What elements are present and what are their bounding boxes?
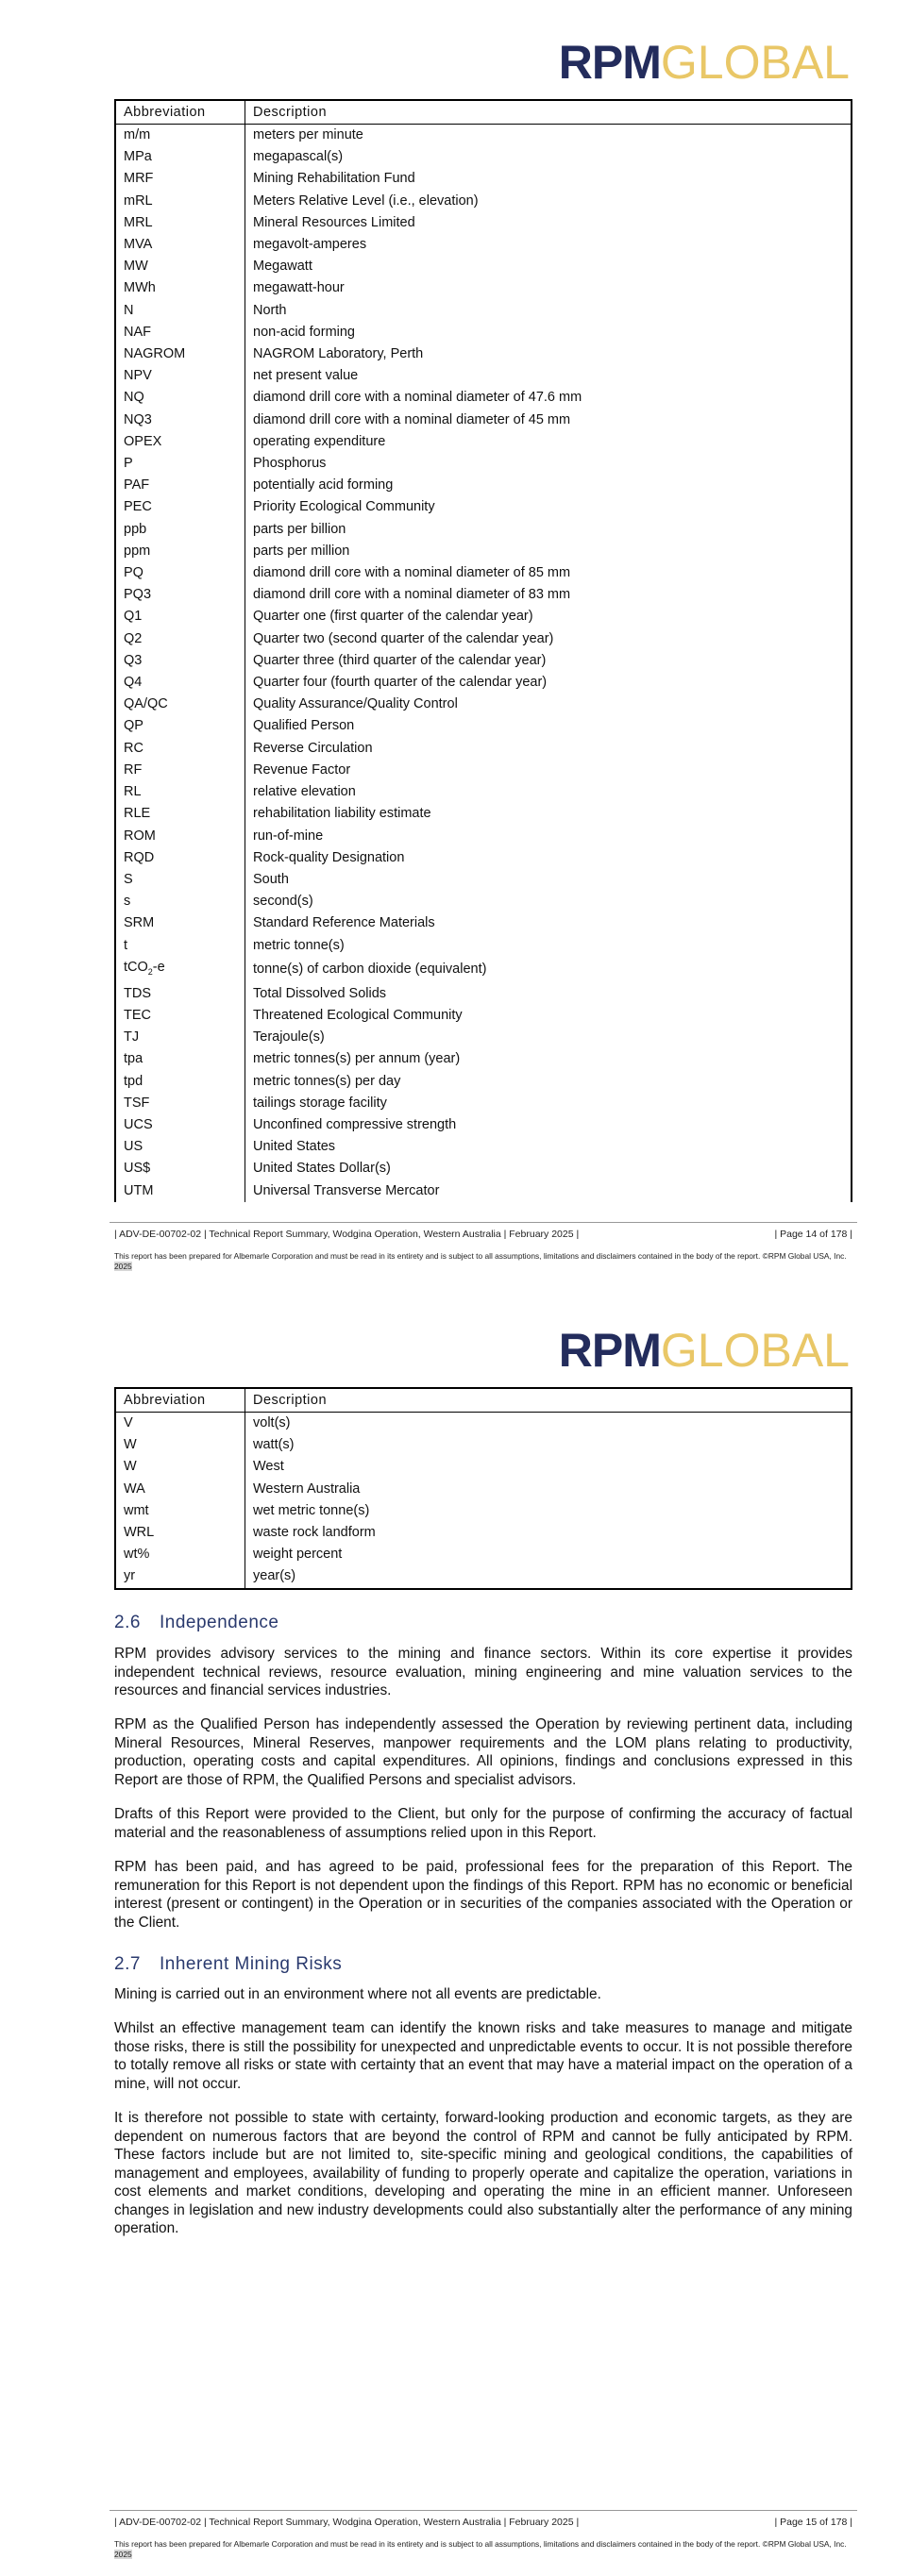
abbreviation-cell: RLE — [115, 803, 245, 825]
table-row — [115, 1048, 852, 1070]
description-cell: South — [253, 871, 289, 887]
description-cell: run-of-mine — [253, 828, 324, 844]
table-row — [115, 496, 852, 518]
page-number: | Page 14 of 178 | — [774, 1229, 852, 1240]
page-number: | Page 15 of 178 | — [774, 2517, 852, 2528]
abbreviation-cell: wmt — [115, 1500, 245, 1522]
rpm-global-logo — [559, 38, 850, 87]
abbreviation-cell: UCS — [115, 1114, 245, 1136]
abbreviations-table-body — [115, 1413, 852, 1589]
abbreviation-cell: RC — [115, 738, 245, 760]
description-cell: waste rock landform — [253, 1525, 376, 1541]
table-row — [115, 1434, 852, 1456]
table-row — [115, 300, 852, 322]
table-row — [115, 1500, 852, 1522]
abbreviation-cell: RQD — [115, 847, 245, 869]
table-row — [115, 256, 852, 277]
description-cell: meters per minute — [253, 127, 363, 142]
abbreviation-cell: WRL — [115, 1522, 245, 1544]
table-row — [115, 847, 852, 869]
table-row — [115, 343, 852, 365]
paragraph: Whilst an effective management team can identify the known risks and take measures to manage and mitigate those risks, there is still the possibility for unexpected and unpredictable events to occur. It is not possible therefore to totally remove all risks or state with certainty that an event that may have a material impact on the operation of a mine, will not occur. — [114, 2020, 852, 2092]
table-row — [115, 1413, 852, 1435]
description-cell: Unconfined compressive strength — [253, 1117, 457, 1133]
description-cell: tonne(s) of carbon dioxide (equivalent) — [253, 962, 487, 978]
table-row — [115, 1565, 852, 1588]
paragraph: RPM provides advisory services to the mining and finance sectors. Within its core expertise it provides independent technical reviews, resource evaluation, mining engineering and mine valuation services to the resources and financial services industries. — [114, 1646, 852, 1698]
abbreviation-cell: PAF — [115, 475, 245, 496]
abbreviation-cell: S — [115, 869, 245, 891]
description-cell: Total Dissolved Solids — [253, 985, 387, 1001]
abbreviation-cell: Q2 — [115, 628, 245, 650]
footer-divider — [110, 1222, 857, 1223]
description-cell: Mining Rehabilitation Fund — [253, 171, 415, 187]
abbreviation-cell: PQ — [115, 562, 245, 584]
table-row — [115, 1522, 852, 1544]
description-header: Description — [245, 1388, 852, 1413]
table-row — [115, 1136, 852, 1158]
abbreviation-cell: SRM — [115, 912, 245, 934]
footer-divider — [110, 2510, 857, 2511]
table-row — [115, 1005, 852, 1027]
table-row — [115, 475, 852, 496]
table-row — [115, 1071, 852, 1093]
abbreviations-table-body — [115, 125, 852, 1202]
table-row — [115, 715, 852, 737]
table-row — [115, 1479, 852, 1500]
description-cell: Quality Assurance/Quality Control — [253, 696, 458, 712]
description-cell: Meters Relative Level (i.e., elevation) — [253, 192, 479, 209]
table-row — [115, 694, 852, 715]
description-cell: rehabilitation liability estimate — [253, 806, 431, 822]
paragraph: RPM has been paid, and has agreed to be paid, professional fees for the preparation of this Report. The remuneration for this Report is not dependent upon the findings of this Report. RPM has no economic or beneficial interest (present or contingent) in the Operation or in securities of the companies associated with the Operation or the Client. — [114, 1859, 852, 1931]
abbreviation-cell: NQ3 — [115, 410, 245, 431]
footer-disclaimer — [114, 1251, 852, 1271]
table-row — [115, 650, 852, 672]
table-row — [115, 1456, 852, 1478]
table-row — [115, 957, 852, 983]
table-row — [115, 1544, 852, 1565]
abbreviation-cell: NPV — [115, 365, 245, 387]
abbreviation-cell: tpa — [115, 1048, 245, 1070]
abbreviation-cell: mRL — [115, 191, 245, 212]
description-cell: Quarter four (fourth quarter of the calendar year) — [253, 675, 548, 691]
abbreviation-cell: wt% — [115, 1544, 245, 1565]
description-cell: potentially acid forming — [253, 477, 394, 493]
section-number: 2.6 — [114, 1613, 141, 1632]
table-row — [115, 234, 852, 256]
abbreviation-cell: NQ — [115, 387, 245, 409]
description-cell: parts per million — [253, 543, 350, 559]
description-cell: Revenue Factor — [253, 761, 351, 778]
logo-rpm: RPM — [558, 36, 661, 89]
abbreviation-cell: MWh — [115, 277, 245, 299]
table-row — [115, 453, 852, 475]
abbreviation-cell: NAF — [115, 322, 245, 343]
footer-document-info: | ADV-DE-00702-02 | Technical Report Summary, Wodgina Operation, Western Australia | February 2025 | — [114, 2517, 580, 2528]
table-row — [115, 387, 852, 409]
table-header-row — [115, 100, 852, 125]
section-title: Independence — [160, 1613, 279, 1632]
abbreviation-cell: MVA — [115, 234, 245, 256]
logo-global: GLOBAL — [660, 1324, 850, 1377]
table-row — [115, 212, 852, 234]
table-row — [115, 1180, 852, 1202]
table-row — [115, 1093, 852, 1114]
table-row — [115, 891, 852, 912]
description-cell: Mineral Resources Limited — [253, 214, 415, 230]
section-title: Inherent Mining Risks — [160, 1954, 343, 1974]
abbreviation-cell: US$ — [115, 1158, 245, 1179]
description-cell: Universal Transverse Mercator — [253, 1182, 440, 1198]
description-header: Description — [245, 100, 852, 125]
section-number: 2.7 — [114, 1954, 141, 1974]
description-cell: net present value — [253, 368, 359, 384]
copyright-year: 2025 — [114, 2549, 132, 2559]
abbreviation-cell: TDS — [115, 983, 245, 1005]
abbreviation-header: Abbreviation — [115, 1388, 245, 1413]
description-cell: non-acid forming — [253, 324, 355, 340]
disclaimer-text: This report has been prepared for Albemarle Corporation and must be read in its entirety and is subject to all assumptions, limitations and disclaimers contained in the body of the report. ©RPM Global USA, Inc. — [114, 1251, 847, 1261]
abbreviation-cell: NAGROM — [115, 343, 245, 365]
table-row — [115, 803, 852, 825]
table-row — [115, 1158, 852, 1179]
abbreviation-cell: QP — [115, 715, 245, 737]
abbreviation-cell: tpd — [115, 1071, 245, 1093]
description-cell: weight percent — [253, 1547, 343, 1563]
description-cell: second(s) — [253, 894, 313, 910]
description-cell: diamond drill core with a nominal diameter of 45 mm — [253, 411, 571, 427]
description-cell: megavolt-amperes — [253, 237, 367, 253]
table-header-row — [115, 1388, 852, 1413]
description-cell: Standard Reference Materials — [253, 915, 435, 931]
paragraph: RPM as the Qualified Person has independently assessed the Operation by reviewing pertinent data, including Mineral Resources, Mineral Reserves, manpower requirements and the LOM plans relating to productivity, production, operating costs and capital expenditures. All opinions, findings and conclusions expressed in this Report are those of RPM, the Qualified Persons and specialist advisors. — [114, 1716, 852, 1788]
table-row — [115, 125, 852, 147]
description-cell: metric tonne(s) — [253, 937, 345, 953]
description-cell: Terajoule(s) — [253, 1029, 325, 1045]
description-cell: Megawatt — [253, 259, 312, 275]
description-cell: diamond drill core with a nominal diameter of 47.6 mm — [253, 390, 582, 406]
abbreviation-header: Abbreviation — [115, 100, 245, 125]
abbreviation-cell: ROM — [115, 826, 245, 847]
abbreviation-cell: V — [115, 1413, 245, 1435]
table-row — [115, 431, 852, 453]
table-row — [115, 606, 852, 627]
table-row — [115, 541, 852, 562]
section-heading-inherent-mining-risks — [114, 1954, 342, 1975]
section-heading-independence — [114, 1613, 278, 1633]
description-cell: year(s) — [253, 1568, 296, 1584]
description-cell: tailings storage facility — [253, 1095, 387, 1111]
table-row — [115, 781, 852, 803]
table-row — [115, 410, 852, 431]
abbreviation-subscript: 2 — [147, 966, 153, 977]
abbreviation-cell: s — [115, 891, 245, 912]
footer-disclaimer — [114, 2539, 852, 2559]
abbreviation-cell: t — [115, 935, 245, 957]
logo-global: GLOBAL — [660, 36, 850, 89]
description-cell: metric tonnes(s) per annum (year) — [253, 1051, 461, 1067]
table-row — [115, 277, 852, 299]
description-cell: megapascal(s) — [253, 149, 344, 165]
page-15 — [0, 1288, 911, 2576]
abbreviation-cell: MPa — [115, 146, 245, 168]
abbreviation-cell — [115, 957, 245, 983]
description-cell: Western Australia — [253, 1480, 361, 1497]
description-cell: diamond drill core with a nominal diameter of 85 mm — [253, 565, 571, 581]
abbreviation-cell: yr — [115, 1565, 245, 1588]
paragraph: Drafts of this Report were provided to the Client, but only for the purpose of confirming the accuracy of factual material and the reasonableness of assumptions relied upon in this Report. — [114, 1806, 852, 1841]
description-cell: parts per billion — [253, 521, 346, 537]
description-cell: Rock-quality Designation — [253, 849, 405, 865]
table-row — [115, 562, 852, 584]
description-cell: volt(s) — [253, 1415, 291, 1430]
abbreviation-cell: OPEX — [115, 431, 245, 453]
abbreviation-cell: m/m — [115, 125, 245, 147]
table-row — [115, 584, 852, 606]
description-cell: Quarter three (third quarter of the calendar year) — [253, 652, 547, 668]
table-row — [115, 519, 852, 541]
description-cell: United States — [253, 1139, 336, 1155]
description-cell: operating expenditure — [253, 433, 386, 449]
table-row — [115, 168, 852, 190]
description-cell: United States Dollar(s) — [253, 1161, 391, 1177]
table-row — [115, 826, 852, 847]
table-row — [115, 672, 852, 694]
paragraph: It is therefore not possible to state with certainty, forward-looking production and economic targets, as they are dependent on numerous factors that are beyond the control of RPM and cannot be fully anticipated by RPM. These factors include but are not limited to, site-specific mining and geological conditions, the capabilities of management and employees, availability of funding to properly operate and capitalize the operation, variations in cost elements and market conditions, developing and operating the mine in an efficient manner. Unforeseen changes in legislation and new industry developments could also substantially alter the performance of any mining operation. — [114, 2110, 852, 2236]
abbreviation-cell: TSF — [115, 1093, 245, 1114]
abbreviation-cell: US — [115, 1136, 245, 1158]
description-cell: West — [253, 1459, 284, 1475]
description-cell: wet metric tonne(s) — [253, 1502, 370, 1518]
table-row — [115, 760, 852, 781]
table-row — [115, 191, 852, 212]
description-cell: Quarter two (second quarter of the calendar year) — [253, 630, 554, 646]
paragraph: Mining is carried out in an environment where not all events are predictable. — [114, 1986, 601, 2002]
table-row — [115, 869, 852, 891]
logo-rpm: RPM — [558, 1324, 661, 1377]
abbreviations-table-continued — [114, 1387, 852, 1590]
disclaimer-text: This report has been prepared for Albemarle Corporation and must be read in its entirety and is subject to all assumptions, limitations and disclaimers contained in the body of the report. ©RPM Global USA, Inc. — [114, 2539, 847, 2549]
description-cell: megawatt-hour — [253, 280, 345, 296]
description-cell: metric tonnes(s) per day — [253, 1073, 401, 1089]
abbreviation-cell: ppm — [115, 541, 245, 562]
abbreviation-cell: MRF — [115, 168, 245, 190]
copyright-year: 2025 — [114, 1261, 132, 1271]
abbreviation-cell: P — [115, 453, 245, 475]
table-row — [115, 935, 852, 957]
abbreviation-cell: PEC — [115, 496, 245, 518]
abbreviation-cell: Q1 — [115, 606, 245, 627]
page-footer — [114, 1229, 852, 1240]
abbreviation-cell: PQ3 — [115, 584, 245, 606]
footer-document-info: | ADV-DE-00702-02 | Technical Report Summary, Wodgina Operation, Western Australia | February 2025 | — [114, 1229, 580, 1240]
abbreviation-cell: RF — [115, 760, 245, 781]
table-row — [115, 1027, 852, 1048]
table-row — [115, 146, 852, 168]
abbreviation-cell: TEC — [115, 1005, 245, 1027]
abbreviation-cell: W — [115, 1434, 245, 1456]
table-row — [115, 983, 852, 1005]
abbreviation-cell: ppb — [115, 519, 245, 541]
description-cell: Priority Ecological Community — [253, 499, 435, 515]
abbreviation-cell: UTM — [115, 1180, 245, 1202]
abbreviation-cell: QA/QC — [115, 694, 245, 715]
abbreviation-cell: TJ — [115, 1027, 245, 1048]
description-cell: North — [253, 302, 287, 318]
abbreviation-cell: W — [115, 1456, 245, 1478]
description-cell: watt(s) — [253, 1437, 295, 1453]
description-cell: Reverse Circulation — [253, 740, 373, 756]
table-row — [115, 738, 852, 760]
description-cell: Phosphorus — [253, 456, 327, 472]
abbreviation-cell: Q4 — [115, 672, 245, 694]
table-row — [115, 628, 852, 650]
description-cell: Quarter one (first quarter of the calendar year) — [253, 609, 533, 625]
table-row — [115, 322, 852, 343]
description-cell: relative elevation — [253, 784, 356, 800]
abbreviation-cell: N — [115, 300, 245, 322]
abbreviation-cell: MW — [115, 256, 245, 277]
abbreviation-cell: Q3 — [115, 650, 245, 672]
abbreviation-cell: MRL — [115, 212, 245, 234]
table-row — [115, 1114, 852, 1136]
description-cell: diamond drill core with a nominal diameter of 83 mm — [253, 587, 571, 603]
description-cell: NAGROM Laboratory, Perth — [253, 346, 424, 362]
page-footer — [114, 2517, 852, 2528]
rpm-global-logo — [559, 1326, 850, 1375]
description-cell: Threatened Ecological Community — [253, 1008, 463, 1024]
abbreviations-table — [114, 99, 852, 1202]
table-row — [115, 912, 852, 934]
abbreviation-tail: -e — [152, 959, 165, 975]
table-row — [115, 365, 852, 387]
abbreviation-main: tCO — [124, 959, 148, 975]
abbreviation-cell: WA — [115, 1479, 245, 1500]
description-cell: Qualified Person — [253, 718, 355, 734]
abbreviation-cell: RL — [115, 781, 245, 803]
